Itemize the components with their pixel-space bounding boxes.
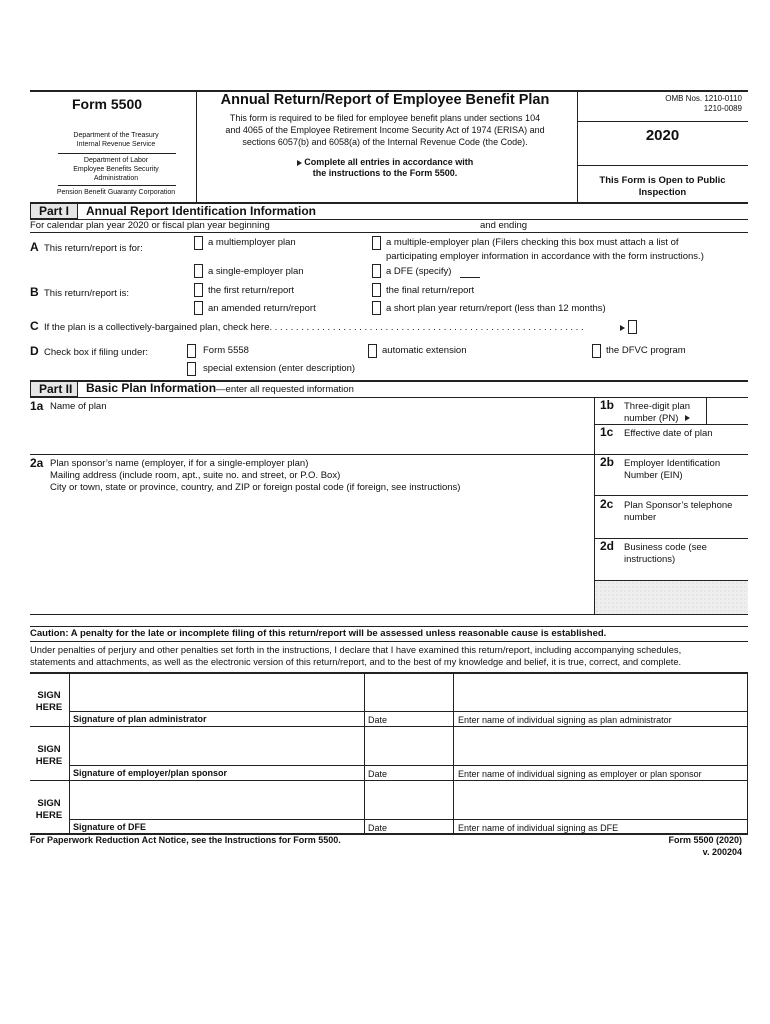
sponsor-signature-input[interactable] [71, 728, 362, 764]
pbgc-label: Pension Benefit Guaranty Corporation [56, 189, 176, 196]
line-1a-number: 1a [30, 399, 44, 413]
form-5558-checkbox[interactable] [187, 344, 196, 358]
line-2d-number: 2d [600, 539, 615, 553]
dfe-signature-input[interactable] [71, 782, 362, 818]
line-2c-number: 2c [600, 497, 614, 511]
automatic-extension-label: automatic extension [382, 345, 467, 356]
business-code-input[interactable] [600, 567, 746, 579]
plan-name-input[interactable] [50, 415, 590, 453]
dfe-signature-label: Signature of DFE [73, 822, 147, 832]
administrator-date-label: Date [368, 715, 388, 725]
administrator-signature-label: Signature of plan administrator [73, 714, 207, 724]
plan-year-ending-input[interactable] [540, 220, 740, 232]
plan-sponsor-input[interactable] [50, 496, 590, 611]
line-2b-number: 2b [600, 455, 615, 469]
dfe-label: a DFE (specify) [386, 266, 452, 277]
line-b-letter: B [30, 285, 39, 299]
line-a-label: This return/report is for: [44, 243, 143, 254]
sponsor-name-label: Enter name of individual signing as employer or plan sponsor [458, 769, 702, 779]
line-2b-label-2: Number (EIN) [624, 470, 683, 481]
tax-year: 2020 [645, 127, 680, 144]
year-rule [577, 165, 748, 166]
arrow-right-icon [620, 325, 625, 331]
rule-2c [594, 538, 748, 539]
short-plan-year-checkbox[interactable] [372, 301, 381, 315]
sign-rule-3 [69, 819, 748, 820]
sign-col-1 [69, 672, 70, 834]
dfe-checkbox[interactable] [372, 264, 381, 278]
instructions-line-2: the instructions to the Form 5500. [312, 168, 458, 178]
line-d-letter: D [30, 344, 39, 358]
sign-col-3 [453, 672, 454, 834]
form-5558-label: Form 5558 [203, 345, 249, 356]
arrow-right-icon [685, 415, 690, 421]
arrow-right-icon [297, 160, 302, 166]
line-1b-label-1: Three-digit plan [624, 401, 691, 412]
caution-bottom-rule [30, 641, 748, 642]
multiple-employer-plan-note: participating employer information in accordance with the form instructions.) [386, 251, 704, 262]
shaded-area [595, 581, 748, 614]
multiemployer-plan-label: a multiemployer plan [208, 237, 296, 248]
rule-1c [30, 454, 748, 455]
special-extension-input[interactable] [365, 362, 745, 375]
telephone-input[interactable] [600, 526, 746, 538]
part1-title: Annual Report Identification Information [86, 204, 316, 218]
rule-2b [594, 495, 748, 496]
ebsa-label-2: Administration [93, 175, 139, 182]
line-a-letter: A [30, 240, 39, 254]
public-inspection-2: Inspection [638, 187, 687, 198]
line-2a-label-2: Mailing address (include room, apt., suite no. and street, or P.O. Box) [50, 470, 341, 481]
ein-input[interactable] [600, 483, 746, 495]
final-return-checkbox[interactable] [372, 283, 381, 297]
dfvc-program-label: the DFVC program [606, 345, 686, 356]
and-ending-label: and ending [480, 220, 528, 231]
part2-title: Basic Plan Information [86, 381, 217, 395]
pn-box-divider [706, 397, 707, 424]
line-2d-label-1: Business code (see [624, 542, 707, 553]
dfvc-program-checkbox[interactable] [592, 344, 601, 358]
single-employer-plan-checkbox[interactable] [194, 264, 203, 278]
dfe-specify-input[interactable] [460, 265, 480, 278]
form-title: Annual Return/Report of Employee Benefit Plan [220, 92, 550, 108]
sign-col-4 [747, 672, 748, 834]
sign-row-rule-2 [30, 780, 748, 781]
amended-return-checkbox[interactable] [194, 301, 203, 315]
omb-number-2: 1210-0089 [703, 104, 742, 113]
multiemployer-plan-checkbox[interactable] [194, 236, 203, 250]
dept-treasury: Department of the Treasury [73, 132, 159, 139]
sign-row-rule-1 [30, 726, 748, 727]
first-return-label: the first return/report [208, 285, 295, 296]
header-sep-2 [58, 185, 176, 186]
short-plan-year-label: a short plan year return/report (less than 12 months) [386, 303, 606, 314]
sign-here-1a: SIGN [37, 690, 61, 701]
line-2a-label-1: Plan sponsor’s name (employer, if for a single-employer plan) [50, 458, 309, 469]
special-extension-checkbox[interactable] [187, 362, 196, 376]
line-c-letter: C [30, 319, 39, 333]
multiple-employer-plan-label: a multiple-employer plan (Filers checking this box must attach a list of [386, 237, 679, 248]
line-2c-label-2: number [624, 512, 657, 523]
calendar-rule [30, 232, 748, 233]
caution-top-rule [30, 626, 748, 627]
part2-title-line [86, 382, 354, 396]
plan-number-input[interactable] [708, 399, 746, 423]
dept-labor: Department of Labor [83, 157, 149, 164]
sign-rule-1 [69, 711, 748, 712]
line-b-label: This return/report is: [44, 288, 129, 299]
form-description-2: and 4065 of the Employee Retirement Income Security Act of 1974 (ERISA) and [225, 125, 545, 135]
sign-here-1b: HERE [35, 702, 63, 713]
line-1b-label-2: number (PN) [624, 413, 690, 425]
sponsor-name-input[interactable] [455, 728, 745, 764]
ebsa-label: Employee Benefits Security [73, 166, 159, 173]
omb-rule [577, 121, 748, 122]
line-1c-number: 1c [600, 425, 614, 439]
part2-bottom-rule [30, 614, 748, 615]
line-1a-label: Name of plan [50, 401, 107, 412]
multiple-employer-plan-checkbox[interactable] [372, 236, 381, 250]
administrator-name-label: Enter name of individual signing as plan administrator [458, 715, 672, 725]
amended-return-label: an amended return/report [208, 303, 316, 314]
part2-title-rule [30, 397, 748, 398]
sign-here-2b: HERE [35, 756, 63, 767]
administrator-date-input[interactable] [366, 674, 451, 710]
collectively-bargained-checkbox[interactable] [628, 320, 637, 334]
single-employer-plan-label: a single-employer plan [208, 266, 304, 277]
perjury-text-2: statements and attachments, as well as the electronic version of this return/report, and to the best of my knowledge and belief, it is true, correct, and complete. [30, 657, 682, 667]
automatic-extension-checkbox[interactable] [368, 344, 377, 358]
form-description-1: This form is required to be filed for employee benefit plans under sections 104 [229, 113, 541, 123]
line-2d-label-2: instructions) [624, 554, 676, 565]
dfe-name-input[interactable] [455, 782, 745, 818]
form-version: v. 200204 [702, 847, 742, 857]
header-divider-left [196, 90, 197, 202]
irs-label: Internal Revenue Service [76, 141, 156, 148]
form-id-footer: Form 5500 (2020) [668, 835, 742, 845]
paperwork-notice: For Paperwork Reduction Act Notice, see the Instructions for Form 5500. [30, 835, 341, 845]
special-extension-label: special extension (enter description) [203, 363, 356, 374]
sign-rule-2 [69, 765, 748, 766]
administrator-signature-input[interactable] [71, 674, 362, 710]
rule-1b [594, 424, 748, 425]
omb-number-1: OMB Nos. 1210-0110 [665, 94, 742, 103]
sign-col-2 [364, 672, 365, 834]
line-1c-label: Effective date of plan [624, 428, 713, 439]
line-2a-label-3: City or town, state or province, country, and ZIP or foreign postal code (if foreign, see instructions) [50, 482, 461, 493]
sponsor-date-input[interactable] [366, 728, 451, 764]
sponsor-date-label: Date [368, 769, 388, 779]
part2-label: Part II [30, 381, 78, 397]
sponsor-signature-label: Signature of employer/plan sponsor [73, 768, 228, 778]
calendar-year-label: For calendar plan year 2020 or fiscal plan year beginning [30, 220, 270, 231]
sign-here-3b: HERE [35, 810, 63, 821]
plan-year-beginning-input[interactable] [310, 220, 470, 232]
form-description-3: sections 6057(b) and 6058(a) of the Internal Revenue Code (the Code). [242, 137, 528, 147]
dfe-name-label: Enter name of individual signing as DFE [458, 823, 619, 833]
line-1b-number: 1b [600, 398, 615, 412]
line-2b-label-1: Employer Identification [624, 458, 721, 469]
form-name: Form 5500 [72, 96, 143, 112]
sign-here-3a: SIGN [37, 798, 61, 809]
final-return-label: the final return/report [386, 285, 475, 296]
part2-subtitle: —enter all requested information [216, 384, 354, 395]
line-d-label: Check box if filing under: [44, 347, 149, 358]
line-c-label: If the plan is a collectively-bargained plan, check here. . . . . . . . . . . . . . . . . . . . . . . . . . . . . . . . . . . . . . . . . . . . . . . . . . . . . . . . . . . . [44, 322, 584, 333]
dfe-date-input[interactable] [366, 782, 451, 818]
instructions-line-1: Complete all entries in accordance with [198, 157, 572, 168]
line-2a-number: 2a [30, 456, 44, 470]
header-sep-1 [58, 153, 176, 154]
sign-here-2a: SIGN [37, 744, 61, 755]
dfe-date-label: Date [368, 823, 388, 833]
perjury-text-1: Under penalties of perjury and other penalties set forth in the instructions, I declare that I have examined this return/report, including accompanying schedules, [30, 645, 682, 655]
administrator-name-input[interactable] [455, 674, 745, 710]
line-2c-label-1: Plan Sponsor’s telephone [624, 500, 733, 511]
caution-text: Caution: A penalty for the late or incomplete filing of this return/report will be assessed unless reasonable cause is established. [30, 628, 607, 639]
public-inspection-1: This Form is Open to Public [599, 175, 726, 186]
first-return-checkbox[interactable] [194, 283, 203, 297]
effective-date-input[interactable] [600, 441, 746, 453]
part1-label: Part I [30, 203, 78, 219]
